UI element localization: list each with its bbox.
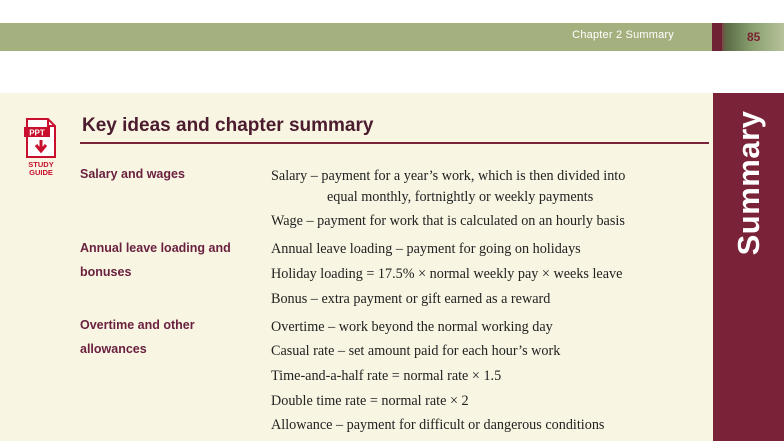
page-tab-thumb <box>712 23 722 51</box>
time-and-half-formula: Time-and-a-half rate = normal rate × 1.5 <box>271 368 502 384</box>
chapter-title: Chapter 2 Summary <box>572 29 674 41</box>
topic-annual-leave-line1: Annual leave loading and <box>80 241 231 255</box>
topic-overtime-line1: Overtime and other <box>80 318 195 332</box>
allowance-definition: Allowance – payment for difficult or dangerous conditions <box>271 417 605 433</box>
leave-loading-definition: Annual leave loading – payment for going on holidays <box>271 241 581 257</box>
topic-salary-wages: Salary and wages <box>80 167 185 181</box>
summary-tab-label: Summary <box>731 110 766 256</box>
bonus-definition: Bonus – extra payment or gift earned as a reward <box>271 291 551 307</box>
wage-definition: Wage – payment for work that is calculated on an hourly basis <box>271 213 625 229</box>
topic-annual-leave-line2: bonuses <box>80 265 132 279</box>
study-guide-label <box>22 161 60 177</box>
study-guide-label-line1: STUDY <box>28 160 54 169</box>
salary-definition: Salary – payment for a year’s work, which is then divided into <box>271 168 626 184</box>
study-guide-link[interactable] <box>22 117 60 177</box>
page-number: 85 <box>747 30 761 44</box>
salary-definition-continued: equal monthly, fortnightly or weekly payments <box>327 189 594 205</box>
double-time-formula: Double time rate = normal rate × 2 <box>271 393 469 409</box>
holiday-loading-formula: Holiday loading = 17.5% × normal weekly pay × weeks leave <box>271 266 623 282</box>
overtime-definition: Overtime – work beyond the normal working day <box>271 319 553 335</box>
title-rule <box>80 142 709 144</box>
ppt-badge: PPT <box>29 128 45 138</box>
topic-overtime-line2: allowances <box>80 342 147 356</box>
study-guide-icon <box>24 117 58 159</box>
header-bar <box>0 23 784 51</box>
casual-rate-definition: Casual rate – set amount paid for each hour’s work <box>271 343 561 359</box>
study-guide-label-line2: GUIDE <box>29 168 53 177</box>
section-title: Key ideas and chapter summary <box>82 115 374 136</box>
